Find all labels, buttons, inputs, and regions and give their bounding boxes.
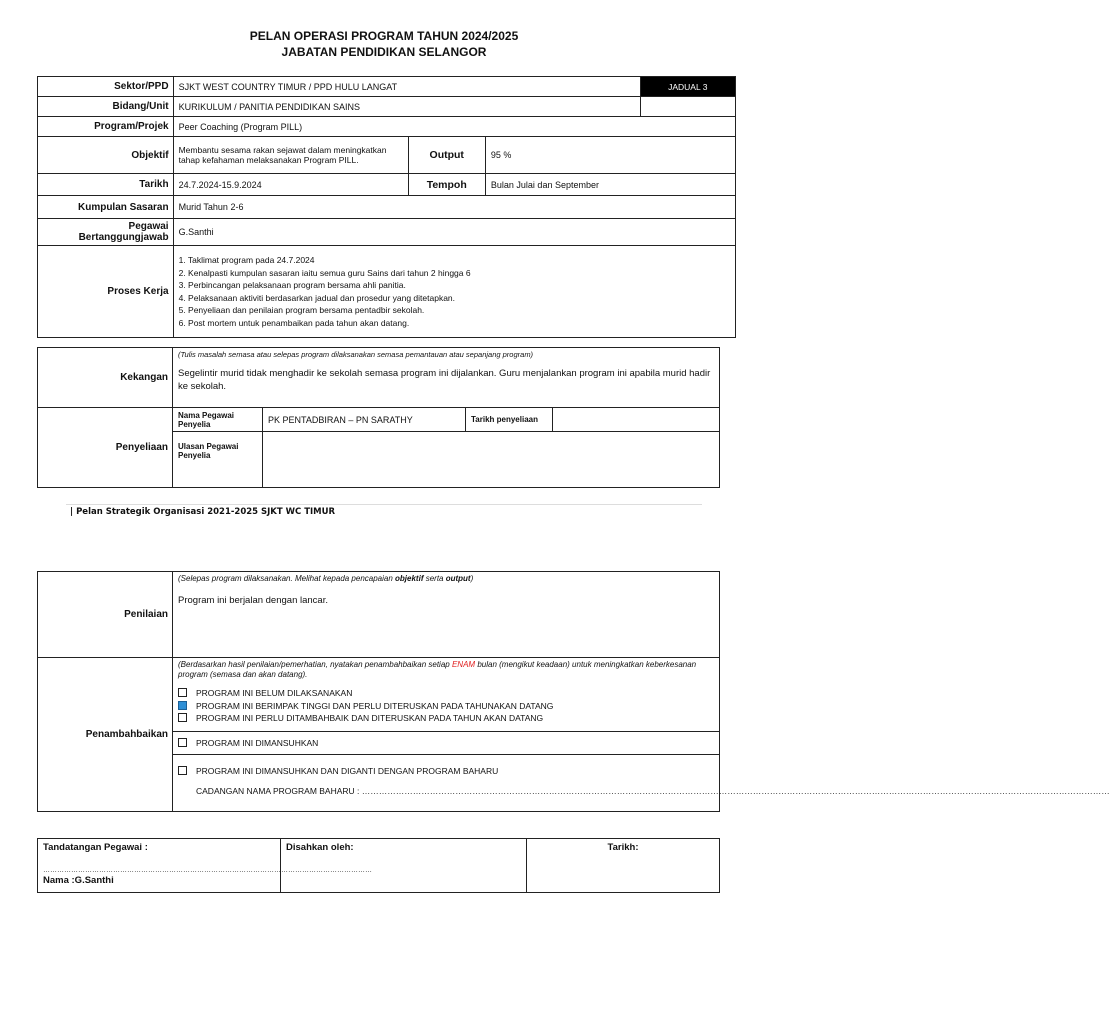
bidang-value: KURIKULUM / PANITIA PENDIDIKAN SAINS [173, 97, 640, 117]
note-text: ) [470, 574, 474, 583]
proses-label: Proses Kerja [38, 246, 174, 338]
nama-pegawai-label: Nama Pegawai Penyelia [173, 408, 263, 432]
ulasan-value [263, 432, 720, 488]
jadual-badge: JADUAL 3 [640, 77, 735, 97]
checkbox[interactable] [178, 688, 187, 697]
kekangan-table [37, 347, 720, 488]
tarikh-sign-label: Tarikh: [527, 839, 720, 893]
option-dimansuhkan[interactable] [173, 732, 720, 755]
nama-pegawai-value: PK PENTADBIRAN – PN SARATHY [263, 408, 466, 432]
option-berimpak[interactable] [178, 700, 714, 713]
tandatangan-label: Tandatangan Pegawai : [43, 842, 148, 853]
checkbox[interactable] [178, 766, 187, 775]
kekangan-cell [173, 348, 720, 408]
option-ditambahbaik[interactable] [178, 712, 714, 725]
pegawai-label: Pegawai Bertanggungjawab [38, 219, 174, 246]
form-title: PELAN OPERASI PROGRAM TAHUN 2024/2025 [249, 29, 519, 43]
tarikh-penyeliaan-value [553, 408, 720, 432]
penyeliaan-label: Penyeliaan [38, 408, 173, 488]
section-heading: | Pelan Strategik Organisasi 2021-2025 SJKT WC TIMUR [70, 507, 336, 517]
tempoh-label: Tempoh [408, 174, 485, 196]
note-text: (Berdasarkan hasil penilaian/pemerhatian, nyatakan penambahbaikan setiap [178, 660, 452, 669]
kekangan-value: Segelintir murid tidak menghadir ke sekolah semasa program ini dijalankan. Guru menjalankan program ini apabila murid hadir ke sekolah. [178, 368, 711, 392]
note-text: serta [423, 574, 446, 583]
proses-step: 4. Pelaksanaan aktiviti berdasarkan jadual dan prosedur yang ditetapkan. [178, 292, 456, 303]
bidang-label: Bidang/Unit [38, 97, 174, 117]
proses-step: 2. Kenalpasti kumpulan sasaran iaitu semua guru Sains dari tahun 2 hingga 6 [178, 267, 471, 278]
pegawai-value: G.Santhi [173, 219, 735, 246]
option-label: PROGRAM INI DIMANSUHKAN DAN DIGANTI DENGAN PROGRAM BAHARU [196, 766, 499, 776]
kumpulan-label: Kumpulan Sasaran [38, 196, 174, 219]
cadangan-field[interactable]: CADANGAN NAMA PROGRAM BAHARU : ………………………………………………………………………………………………………………………………………………………………………………………………………………………………………… [196, 785, 1110, 796]
kekangan-note: (Tulis masalah semasa atau selepas program dilaksanakan semasa pemantauan atau sepanjang program) [178, 350, 534, 359]
sektor-value: SJKT WEST COUNTRY TIMUR / PPD HULU LANGAT [173, 77, 640, 97]
objektif-value: Membantu sesama rakan sejawat dalam meningkatkan tahap kefahaman melaksanakan Program PILL. [173, 137, 408, 174]
option-belum[interactable] [178, 687, 714, 700]
note-text: bulan (mengikut keadaan) untuk meningkatkan keberkesanan program (semasa dan akan datang). [178, 660, 697, 679]
penilaian-table [37, 571, 1110, 812]
note-objektif: objektif [395, 574, 424, 583]
tarikh-penyeliaan-label: Tarikh penyeliaan [466, 408, 553, 432]
penambah-note [178, 660, 714, 679]
note-output: output [445, 574, 471, 583]
penilaian-label: Penilaian [38, 572, 173, 658]
output-value: 95 % [485, 137, 735, 174]
proses-steps [173, 246, 735, 338]
proses-step: 3. Perbincangan pelaksanaan program bersama ahli panitia. [178, 280, 406, 290]
option-label: PROGRAM INI PERLU DITAMBAHBAIK DAN DITERUSKAN PADA TAHUN AKAN DATANG [196, 713, 544, 723]
tempoh-value: Bulan Julai dan September [485, 174, 735, 196]
penambahbaikan-label: Penambahbaikan [38, 658, 173, 812]
form-subtitle: JABATAN PENDIDIKAN SELANGOR [281, 45, 487, 59]
checkbox[interactable] [178, 738, 187, 747]
output-label: Output [408, 137, 485, 174]
penilaian-note [178, 574, 714, 583]
penambahbaikan-cell [173, 658, 720, 732]
kekangan-label: Kekangan [38, 348, 173, 408]
disahkan-label: Disahkan oleh: [281, 839, 527, 893]
empty-cell [640, 97, 735, 117]
note-text: (Selepas program dilaksanakan. Melihat kepada pencapaian [178, 574, 396, 583]
penilaian-value: Program ini berjalan dengan lancar. [178, 595, 328, 606]
option-diganti[interactable] [178, 765, 714, 778]
nama-value: Nama :G.Santhi [43, 875, 114, 886]
tarikh-label: Tarikh [38, 174, 174, 196]
ulasan-label: Ulasan Pegawai Penyelia [173, 432, 263, 488]
checkbox[interactable] [178, 713, 187, 722]
option-label: PROGRAM INI BELUM DILAKSANAKAN [196, 688, 353, 698]
section-divider [66, 504, 702, 505]
proses-step: 6. Post mortem untuk penambaikan pada tahun akan datang. [178, 317, 410, 328]
option-label: PROGRAM INI DIMANSUHKAN [196, 737, 319, 748]
sektor-label: Sektor/PPD [38, 77, 174, 97]
option-diganti-cell [173, 755, 1110, 812]
signature-table [37, 838, 720, 893]
signature-line[interactable]: …………………………………………………………………………………………………………………………… [43, 867, 372, 874]
proses-step: 1. Taklimat program pada 24.7.2024 [178, 255, 315, 265]
proses-step: 5. Penyeliaan dan penilaian program bersama pentadbir sekolah. [178, 305, 425, 315]
note-enam: ENAM [451, 660, 476, 669]
tarikh-value: 24.7.2024-15.9.2024 [173, 174, 408, 196]
program-value: Peer Coaching (Program PILL) [173, 117, 735, 137]
objektif-label: Objektif [38, 137, 174, 174]
kumpulan-value: Murid Tahun 2-6 [173, 196, 735, 219]
checkbox-checked[interactable] [178, 701, 187, 710]
penilaian-cell [173, 572, 720, 658]
program-label: Program/Projek [38, 117, 174, 137]
option-label: PROGRAM INI BERIMPAK TINGGI DAN PERLU DITERUSKAN PADA TAHUNAKAN DATANG [196, 700, 554, 711]
program-info-table [37, 76, 736, 338]
section-heading-text: Pelan Strategik Organisasi 2021-2025 SJKT WC TIMUR [76, 507, 336, 517]
